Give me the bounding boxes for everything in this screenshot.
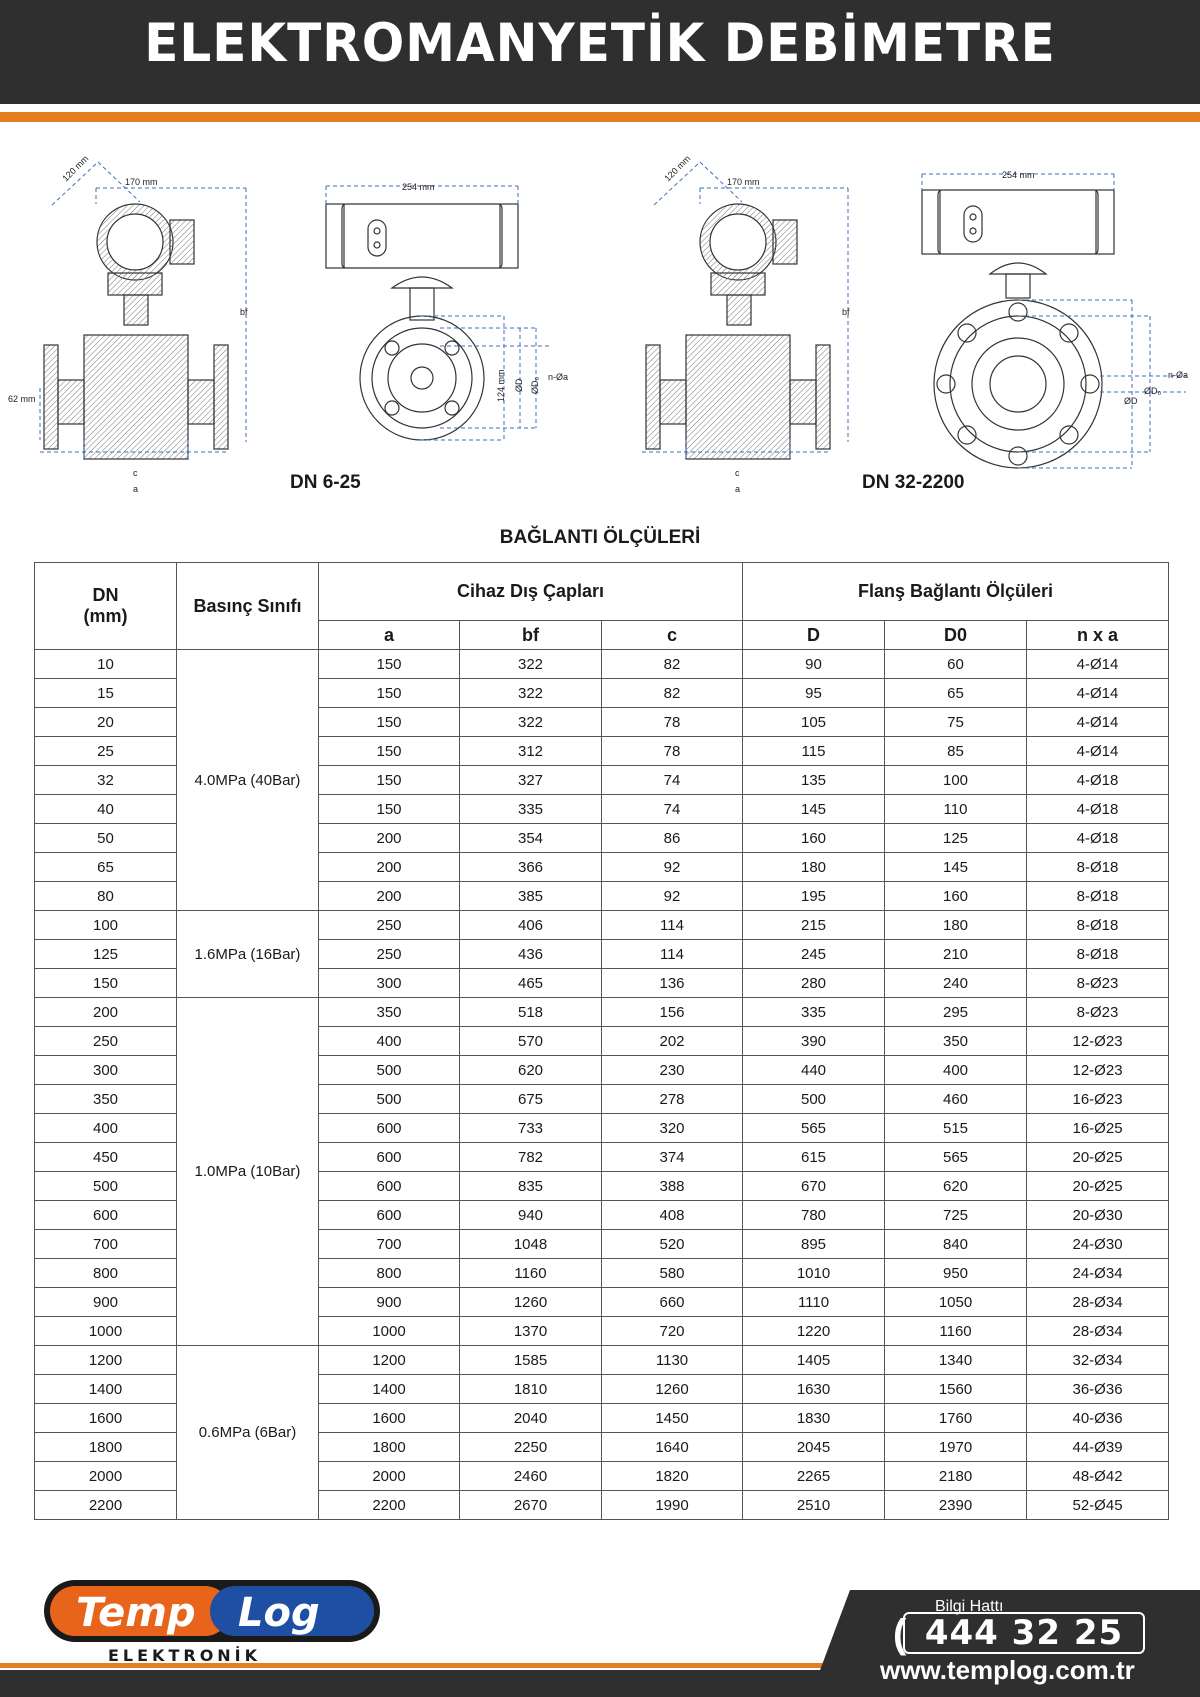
cell-nxa: 28-Ø34 — [1027, 1317, 1169, 1346]
cell-c: 374 — [602, 1143, 743, 1172]
cell-bf: 835 — [460, 1172, 602, 1201]
cell-D0: 145 — [885, 853, 1027, 882]
hotline-label: Bilgi Hattı — [935, 1598, 1004, 1615]
cell-nxa: 8-Ø18 — [1027, 882, 1169, 911]
cell-dn: 400 — [35, 1114, 177, 1143]
cell-bf: 322 — [460, 650, 602, 679]
cell-c: 320 — [602, 1114, 743, 1143]
cell-a: 150 — [319, 679, 460, 708]
logo-graphic — [42, 1578, 382, 1644]
cell-D: 95 — [743, 679, 885, 708]
cell-D0: 1160 — [885, 1317, 1027, 1346]
cell-dn: 100 — [35, 911, 177, 940]
cell-dn: 2000 — [35, 1462, 177, 1491]
cell-D: 1110 — [743, 1288, 885, 1317]
cell-c: 660 — [602, 1288, 743, 1317]
cell-a: 500 — [319, 1056, 460, 1085]
cell-c: 74 — [602, 766, 743, 795]
cell-dn: 450 — [35, 1143, 177, 1172]
cell-a: 200 — [319, 853, 460, 882]
cell-a: 600 — [319, 1201, 460, 1230]
cell-dn: 32 — [35, 766, 177, 795]
section-title: BAĞLANTI ÖLÇÜLERİ — [499, 527, 701, 548]
cell-pressure-class: 4.0MPa (40Bar) — [177, 650, 319, 911]
cell-dn: 300 — [35, 1056, 177, 1085]
cell-c: 92 — [602, 882, 743, 911]
dim-small-bf: bf — [240, 307, 248, 317]
cell-dn: 600 — [35, 1201, 177, 1230]
cell-dn: 1000 — [35, 1317, 177, 1346]
cell-D0: 725 — [885, 1201, 1027, 1230]
cell-a: 400 — [319, 1027, 460, 1056]
cell-c: 92 — [602, 853, 743, 882]
cell-D0: 2180 — [885, 1462, 1027, 1491]
header-body-group: Cihaz Dış Çapları — [319, 563, 743, 621]
cell-D0: 565 — [885, 1143, 1027, 1172]
cell-c: 114 — [602, 911, 743, 940]
cell-dn: 50 — [35, 824, 177, 853]
cell-c: 86 — [602, 824, 743, 853]
cell-bf: 518 — [460, 998, 602, 1027]
drawing-small-front — [326, 204, 518, 440]
logo-subtitle: ELEKTRONİK — [108, 1646, 262, 1665]
cell-a: 200 — [319, 882, 460, 911]
cell-a: 2000 — [319, 1462, 460, 1491]
cell-c: 74 — [602, 795, 743, 824]
cell-D: 565 — [743, 1114, 885, 1143]
cell-bf: 385 — [460, 882, 602, 911]
cell-D: 500 — [743, 1085, 885, 1114]
cell-bf: 465 — [460, 969, 602, 998]
cell-nxa: 24-Ø30 — [1027, 1230, 1169, 1259]
cell-D: 1010 — [743, 1259, 885, 1288]
cell-nxa: 52-Ø45 — [1027, 1491, 1169, 1520]
dim-small-170: 170 mm — [125, 177, 158, 187]
cell-dn: 2200 — [35, 1491, 177, 1520]
header-D: D — [743, 621, 885, 650]
cell-a: 1400 — [319, 1375, 460, 1404]
cell-c: 136 — [602, 969, 743, 998]
dim-large-D0: ØD₀ — [1144, 386, 1162, 396]
cell-nxa: 8-Ø18 — [1027, 940, 1169, 969]
dim-large-254: 254 mm — [1002, 170, 1035, 180]
dim-large-bf: bf — [842, 307, 850, 317]
table-row — [35, 998, 1169, 1027]
cell-D: 440 — [743, 1056, 885, 1085]
cell-D: 135 — [743, 766, 885, 795]
cell-dn: 10 — [35, 650, 177, 679]
cell-bf: 2250 — [460, 1433, 602, 1462]
cell-dn: 125 — [35, 940, 177, 969]
cell-c: 156 — [602, 998, 743, 1027]
cell-D0: 60 — [885, 650, 1027, 679]
cell-D: 145 — [743, 795, 885, 824]
dim-small-124: 124 mm — [496, 369, 506, 402]
cell-c: 408 — [602, 1201, 743, 1230]
cell-nxa: 16-Ø25 — [1027, 1114, 1169, 1143]
cell-bf: 570 — [460, 1027, 602, 1056]
cell-c: 202 — [602, 1027, 743, 1056]
drawing-small-side — [44, 204, 228, 459]
cell-nxa: 8-Ø18 — [1027, 853, 1169, 882]
cell-D: 1830 — [743, 1404, 885, 1433]
cell-bf: 312 — [460, 737, 602, 766]
cell-bf: 322 — [460, 708, 602, 737]
connection-dimensions-table — [34, 562, 1169, 1520]
cell-D: 115 — [743, 737, 885, 766]
cell-a: 250 — [319, 911, 460, 940]
cell-D: 1220 — [743, 1317, 885, 1346]
header-dn — [35, 563, 177, 650]
cell-nxa: 12-Ø23 — [1027, 1027, 1169, 1056]
cell-dn: 40 — [35, 795, 177, 824]
cell-a: 150 — [319, 795, 460, 824]
header-flange-group: Flanş Bağlantı Ölçüleri — [743, 563, 1169, 621]
cell-c: 1640 — [602, 1433, 743, 1462]
cell-D0: 1760 — [885, 1404, 1027, 1433]
cell-D: 90 — [743, 650, 885, 679]
header-bar — [0, 0, 1200, 104]
table-row — [35, 911, 1169, 940]
dim-small-na: n-Øa — [548, 372, 569, 382]
cell-D0: 400 — [885, 1056, 1027, 1085]
technical-drawings — [0, 140, 1200, 510]
cell-dn: 150 — [35, 969, 177, 998]
cell-D0: 515 — [885, 1114, 1027, 1143]
cell-D0: 100 — [885, 766, 1027, 795]
cell-D: 390 — [743, 1027, 885, 1056]
header-orange-stripe — [0, 112, 1200, 122]
header-pressure: Basınç Sınıfı — [177, 563, 319, 650]
cell-a: 150 — [319, 766, 460, 795]
cell-nxa: 16-Ø23 — [1027, 1085, 1169, 1114]
cell-c: 114 — [602, 940, 743, 969]
cell-c: 278 — [602, 1085, 743, 1114]
cell-D0: 160 — [885, 882, 1027, 911]
cell-D: 105 — [743, 708, 885, 737]
cell-D0: 1050 — [885, 1288, 1027, 1317]
cell-nxa: 24-Ø34 — [1027, 1259, 1169, 1288]
cell-D: 245 — [743, 940, 885, 969]
cell-pressure-class: 1.0MPa (10Bar) — [177, 998, 319, 1346]
cell-a: 350 — [319, 998, 460, 1027]
cell-a: 900 — [319, 1288, 460, 1317]
cell-D0: 460 — [885, 1085, 1027, 1114]
cell-nxa: 8-Ø18 — [1027, 911, 1169, 940]
cell-nxa: 20-Ø25 — [1027, 1143, 1169, 1172]
page-title: ELEKTROMANYETİK DEBİMETRE — [144, 12, 1056, 74]
cell-D0: 950 — [885, 1259, 1027, 1288]
cell-dn: 800 — [35, 1259, 177, 1288]
drawing-small-label: DN 6-25 — [290, 472, 361, 493]
cell-nxa: 8-Ø23 — [1027, 998, 1169, 1027]
cell-D: 335 — [743, 998, 885, 1027]
cell-nxa: 4-Ø18 — [1027, 824, 1169, 853]
cell-bf: 940 — [460, 1201, 602, 1230]
cell-D: 160 — [743, 824, 885, 853]
cell-c: 1820 — [602, 1462, 743, 1491]
cell-nxa: 28-Ø34 — [1027, 1288, 1169, 1317]
cell-bf: 620 — [460, 1056, 602, 1085]
cell-D: 780 — [743, 1201, 885, 1230]
cell-dn: 65 — [35, 853, 177, 882]
cell-a: 1200 — [319, 1346, 460, 1375]
dim-small-D0: ØD₀ — [530, 376, 540, 394]
header-a: a — [319, 621, 460, 650]
cell-bf: 1048 — [460, 1230, 602, 1259]
dim-small-D: ØD — [514, 378, 524, 392]
cell-a: 500 — [319, 1085, 460, 1114]
cell-dn: 1200 — [35, 1346, 177, 1375]
cell-bf: 675 — [460, 1085, 602, 1114]
cell-c: 78 — [602, 708, 743, 737]
cell-bf: 366 — [460, 853, 602, 882]
header-c: c — [602, 621, 743, 650]
header-nxa: n x a — [1027, 621, 1169, 650]
hotline-number[interactable]: 444 32 25 — [903, 1612, 1145, 1654]
cell-D0: 1970 — [885, 1433, 1027, 1462]
cell-a: 150 — [319, 737, 460, 766]
cell-D0: 620 — [885, 1172, 1027, 1201]
cell-dn: 900 — [35, 1288, 177, 1317]
cell-dn: 80 — [35, 882, 177, 911]
cell-c: 1130 — [602, 1346, 743, 1375]
cell-dn: 15 — [35, 679, 177, 708]
cell-nxa: 4-Ø18 — [1027, 795, 1169, 824]
cell-bf: 1585 — [460, 1346, 602, 1375]
phone-icon: ( — [893, 1612, 907, 1656]
cell-nxa: 20-Ø30 — [1027, 1201, 1169, 1230]
cell-D0: 65 — [885, 679, 1027, 708]
cell-D0: 295 — [885, 998, 1027, 1027]
cell-dn: 20 — [35, 708, 177, 737]
cell-c: 388 — [602, 1172, 743, 1201]
cell-bf: 2040 — [460, 1404, 602, 1433]
cell-D0: 210 — [885, 940, 1027, 969]
cell-nxa: 4-Ø14 — [1027, 679, 1169, 708]
dim-large-a: a — [735, 484, 741, 494]
cell-D: 1405 — [743, 1346, 885, 1375]
cell-a: 1800 — [319, 1433, 460, 1462]
cell-D: 2265 — [743, 1462, 885, 1491]
cell-D: 1630 — [743, 1375, 885, 1404]
cell-c: 82 — [602, 650, 743, 679]
cell-nxa: 4-Ø18 — [1027, 766, 1169, 795]
cell-dn: 1400 — [35, 1375, 177, 1404]
cell-dn: 1600 — [35, 1404, 177, 1433]
cell-bf: 1370 — [460, 1317, 602, 1346]
logo-text-log: Log — [238, 1590, 320, 1636]
cell-a: 700 — [319, 1230, 460, 1259]
dim-large-na: n-Øa — [1168, 370, 1189, 380]
cell-bf: 436 — [460, 940, 602, 969]
cell-a: 1000 — [319, 1317, 460, 1346]
website-link[interactable]: www.templog.com.tr — [880, 1655, 1135, 1685]
cell-bf: 2460 — [460, 1462, 602, 1491]
header-dn-unit: (mm) — [83, 606, 128, 626]
cell-D0: 125 — [885, 824, 1027, 853]
table-row — [35, 650, 1169, 679]
cell-nxa: 48-Ø42 — [1027, 1462, 1169, 1491]
cell-c: 1260 — [602, 1375, 743, 1404]
cell-bf: 1160 — [460, 1259, 602, 1288]
cell-nxa: 44-Ø39 — [1027, 1433, 1169, 1462]
cell-a: 2200 — [319, 1491, 460, 1520]
templog-logo — [42, 1578, 382, 1644]
cell-bf: 354 — [460, 824, 602, 853]
cell-bf: 2670 — [460, 1491, 602, 1520]
cell-D0: 110 — [885, 795, 1027, 824]
cell-a: 150 — [319, 650, 460, 679]
cell-D: 215 — [743, 911, 885, 940]
cell-D: 280 — [743, 969, 885, 998]
cell-a: 600 — [319, 1114, 460, 1143]
dim-small-62: 62 mm — [8, 394, 36, 404]
cell-D: 2510 — [743, 1491, 885, 1520]
cell-a: 200 — [319, 824, 460, 853]
cell-D0: 75 — [885, 708, 1027, 737]
cell-D0: 840 — [885, 1230, 1027, 1259]
cell-dn: 350 — [35, 1085, 177, 1114]
drawing-large-label: DN 32-2200 — [862, 472, 965, 493]
cell-D: 895 — [743, 1230, 885, 1259]
cell-dn: 250 — [35, 1027, 177, 1056]
cell-bf: 406 — [460, 911, 602, 940]
cell-bf: 1260 — [460, 1288, 602, 1317]
header-D0: D0 — [885, 621, 1027, 650]
dim-small-120: 120 mm — [60, 153, 91, 184]
cell-a: 150 — [319, 708, 460, 737]
dim-large-c: c — [735, 468, 740, 478]
table-row — [35, 1346, 1169, 1375]
table-body — [35, 650, 1169, 1520]
cell-dn: 200 — [35, 998, 177, 1027]
cell-bf: 327 — [460, 766, 602, 795]
cell-bf: 733 — [460, 1114, 602, 1143]
cell-c: 78 — [602, 737, 743, 766]
cell-a: 250 — [319, 940, 460, 969]
cell-nxa: 8-Ø23 — [1027, 969, 1169, 998]
cell-dn: 700 — [35, 1230, 177, 1259]
cell-dn: 25 — [35, 737, 177, 766]
cell-nxa: 40-Ø36 — [1027, 1404, 1169, 1433]
cell-c: 720 — [602, 1317, 743, 1346]
cell-c: 1450 — [602, 1404, 743, 1433]
cell-a: 600 — [319, 1172, 460, 1201]
cell-D0: 350 — [885, 1027, 1027, 1056]
cell-D0: 180 — [885, 911, 1027, 940]
cell-D: 180 — [743, 853, 885, 882]
cell-nxa: 4-Ø14 — [1027, 650, 1169, 679]
dim-small-254: 254 mm — [402, 182, 435, 192]
cell-c: 1990 — [602, 1491, 743, 1520]
cell-nxa: 12-Ø23 — [1027, 1056, 1169, 1085]
cell-a: 600 — [319, 1143, 460, 1172]
cell-D0: 85 — [885, 737, 1027, 766]
cell-pressure-class: 0.6MPa (6Bar) — [177, 1346, 319, 1520]
cell-bf: 322 — [460, 679, 602, 708]
dim-small-a: a — [133, 484, 139, 494]
header-dn-label: DN — [92, 585, 119, 605]
cell-D: 670 — [743, 1172, 885, 1201]
cell-D: 2045 — [743, 1433, 885, 1462]
cell-c: 230 — [602, 1056, 743, 1085]
drawings-svg — [0, 140, 1200, 510]
cell-c: 82 — [602, 679, 743, 708]
logo-text-temp: Temp — [76, 1590, 196, 1636]
cell-a: 300 — [319, 969, 460, 998]
cell-D0: 1560 — [885, 1375, 1027, 1404]
cell-bf: 1810 — [460, 1375, 602, 1404]
dim-large-D: ØD — [1124, 396, 1138, 406]
cell-nxa: 4-Ø14 — [1027, 737, 1169, 766]
dim-large-120: 120 mm — [662, 153, 693, 184]
cell-dn: 500 — [35, 1172, 177, 1201]
cell-D0: 1340 — [885, 1346, 1027, 1375]
drawing-large-front — [922, 190, 1114, 468]
cell-nxa: 20-Ø25 — [1027, 1172, 1169, 1201]
cell-c: 580 — [602, 1259, 743, 1288]
cell-nxa: 4-Ø14 — [1027, 708, 1169, 737]
cell-pressure-class: 1.6MPa (16Bar) — [177, 911, 319, 998]
cell-D: 195 — [743, 882, 885, 911]
cell-nxa: 32-Ø34 — [1027, 1346, 1169, 1375]
cell-bf: 335 — [460, 795, 602, 824]
drawing-large-side — [646, 204, 830, 459]
cell-a: 1600 — [319, 1404, 460, 1433]
cell-D: 615 — [743, 1143, 885, 1172]
cell-D0: 240 — [885, 969, 1027, 998]
cell-a: 800 — [319, 1259, 460, 1288]
dim-large-170: 170 mm — [727, 177, 760, 187]
cell-D0: 2390 — [885, 1491, 1027, 1520]
cell-dn: 1800 — [35, 1433, 177, 1462]
cell-c: 520 — [602, 1230, 743, 1259]
header-bf: bf — [460, 621, 602, 650]
dim-small-c: c — [133, 468, 138, 478]
cell-bf: 782 — [460, 1143, 602, 1172]
cell-nxa: 36-Ø36 — [1027, 1375, 1169, 1404]
